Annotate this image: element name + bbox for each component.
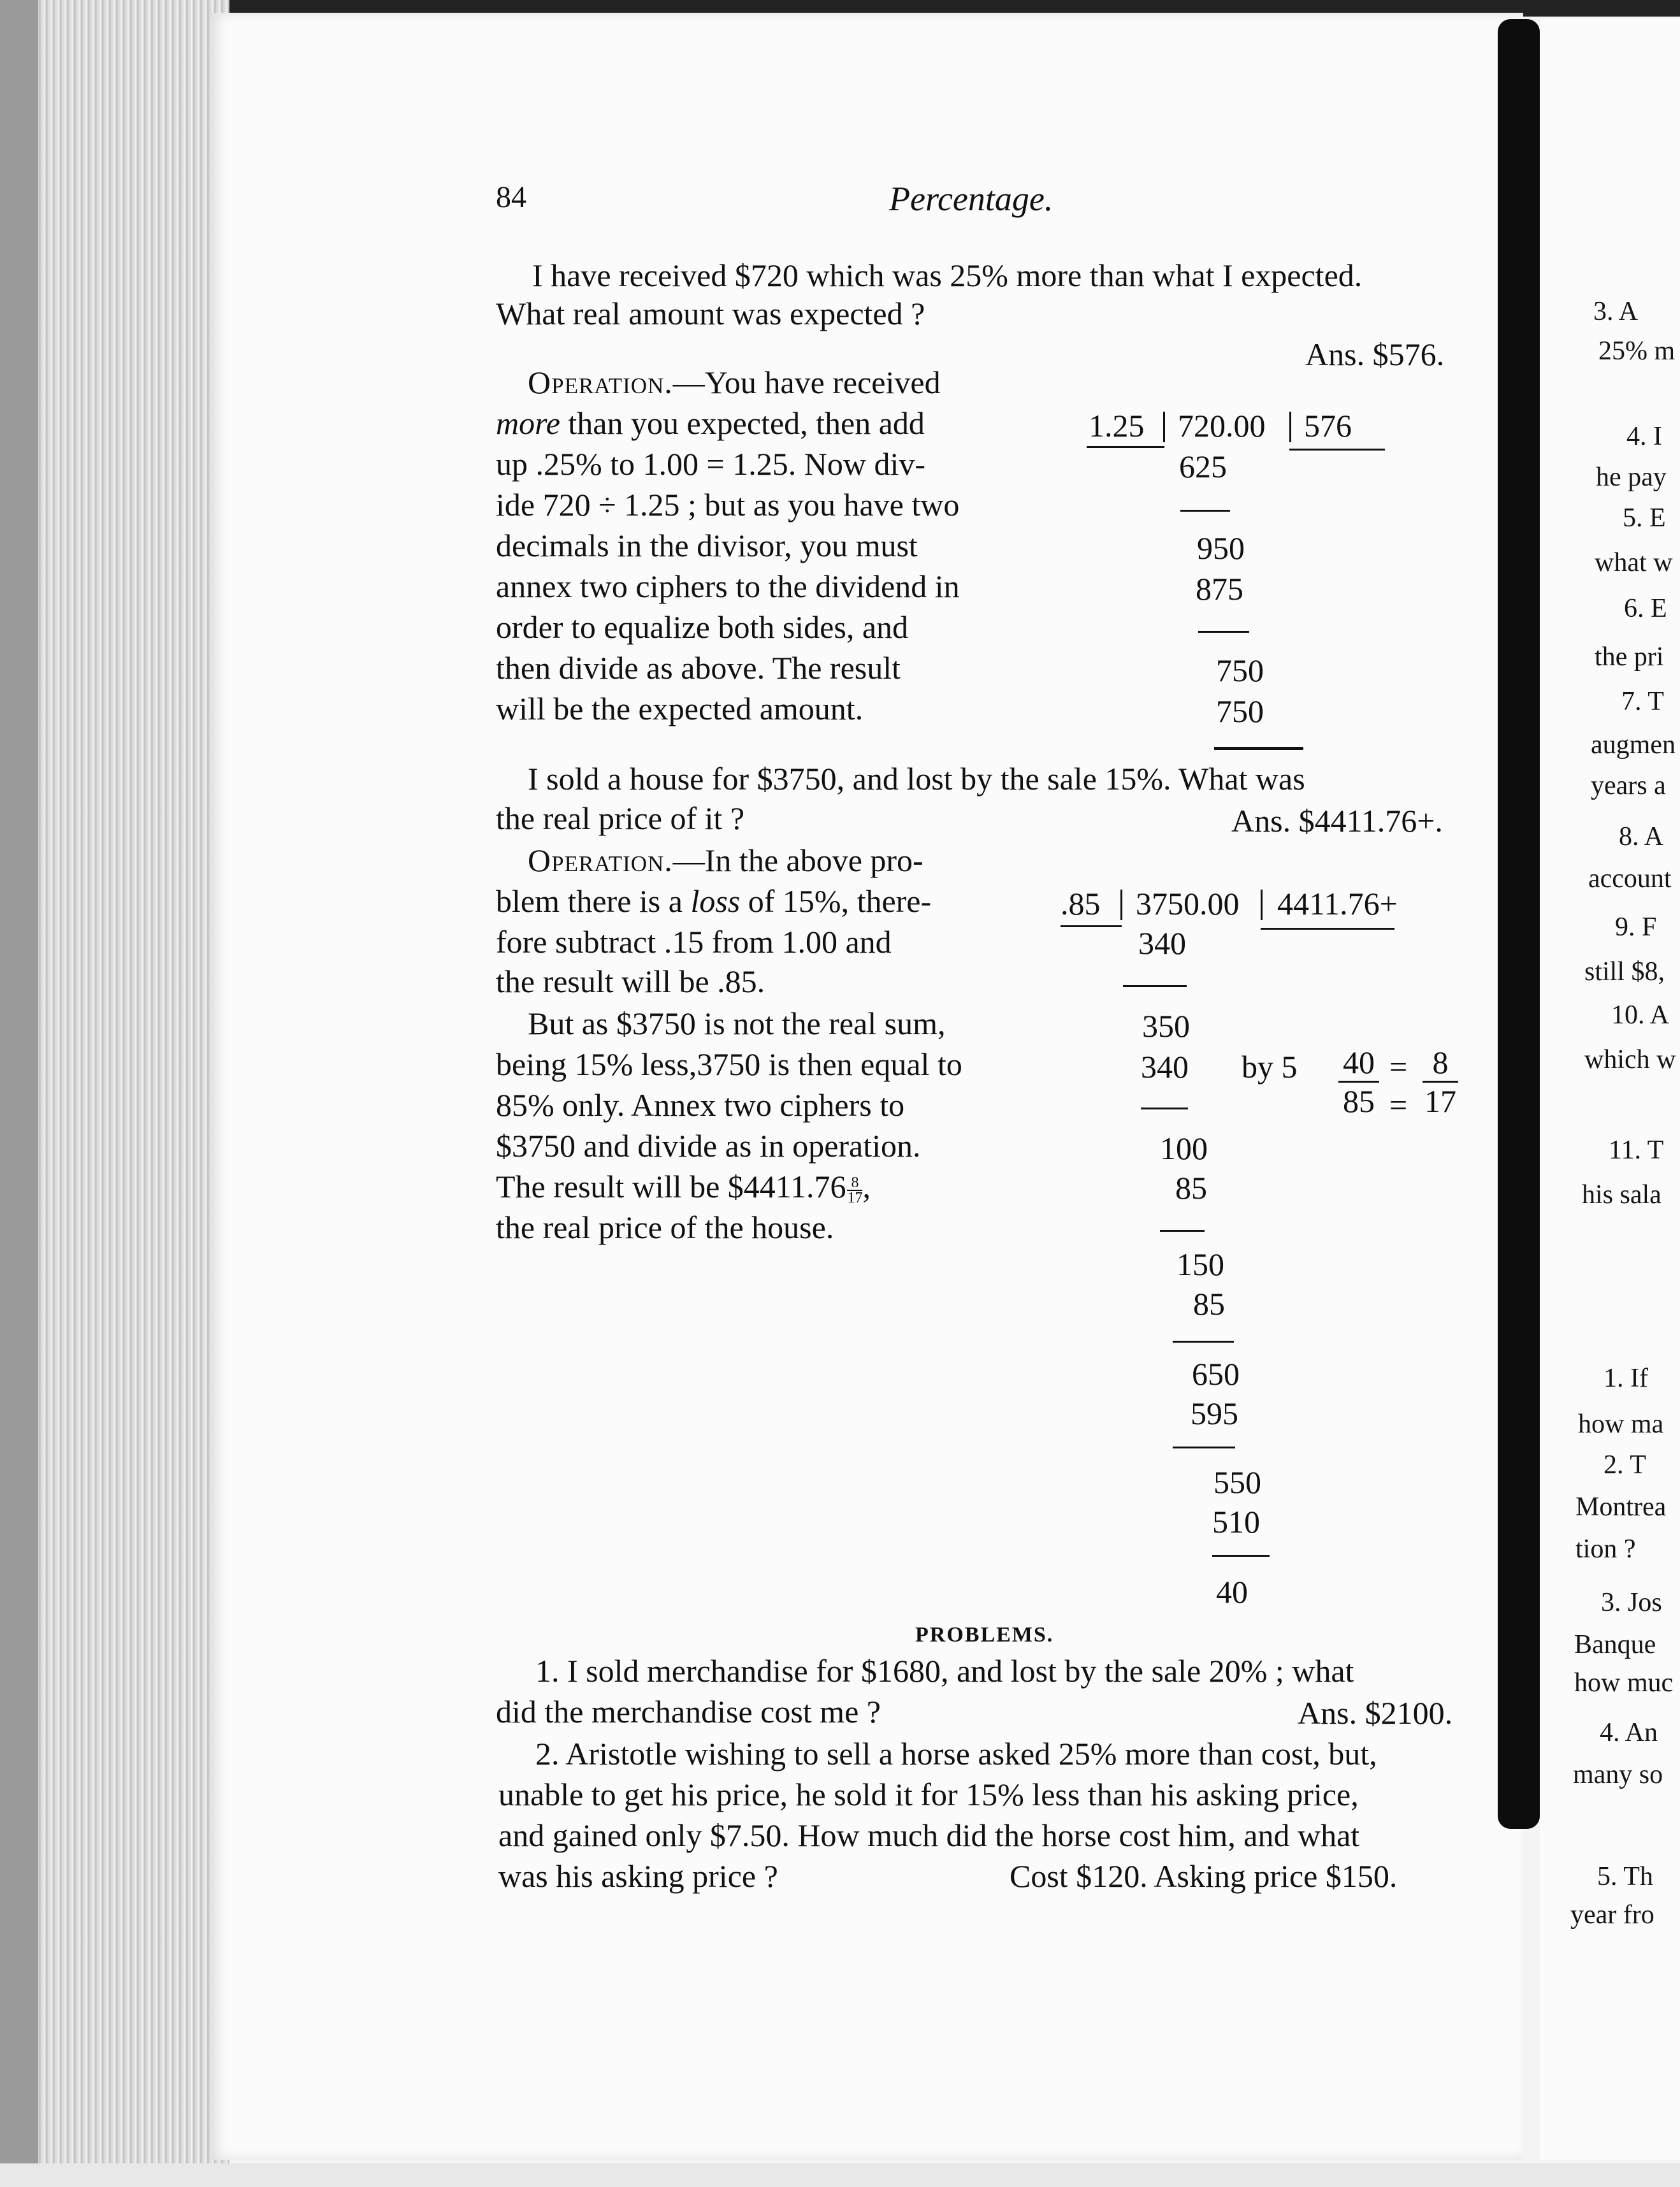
inline-fraction-denominator: 17	[847, 1189, 863, 1206]
fraction-a-numerator: 40	[1338, 1044, 1379, 1083]
example1-operation-line5: decimals in the divisor, you must	[496, 528, 918, 563]
division1-step: 625	[1179, 449, 1227, 484]
facing-line: 7. T	[1621, 687, 1664, 716]
facing-line: 4. An	[1600, 1718, 1658, 1747]
division1-step: 750	[1216, 693, 1264, 729]
example2-operation-text2a: blem there is a	[496, 883, 691, 919]
example1-operation-line8: then divide as above. The result	[496, 650, 901, 686]
fraction-equals-bottom: =	[1389, 1087, 1408, 1123]
example1-operation-text2: than you expected, then add	[560, 405, 925, 441]
facing-line: still $8,	[1584, 957, 1665, 986]
division2-divisor: .85	[1061, 886, 1101, 921]
example2-operation-text1: —In the above pro-	[672, 842, 923, 878]
example1-answer: Ans. $576.	[1305, 336, 1445, 372]
facing-line: 4. I	[1626, 422, 1662, 451]
division2-step: 100	[1160, 1130, 1208, 1166]
problem2-answer: Cost $120. Asking price $150.	[1010, 1858, 1398, 1894]
division2-step: 150	[1177, 1246, 1224, 1282]
facing-line: 5. E	[1623, 503, 1666, 533]
division2-reduce-label: by 5	[1242, 1049, 1298, 1085]
facing-line: which w	[1584, 1045, 1676, 1074]
facing-line: Banque	[1574, 1630, 1656, 1659]
division2-quotient: 4411.76+	[1277, 886, 1398, 921]
book-gutter	[1498, 19, 1540, 1829]
division1-bar-b	[1289, 412, 1291, 442]
division2-bar-a	[1120, 890, 1122, 920]
facing-page	[1540, 19, 1680, 2160]
example1-question-line2: What real amount was expected ?	[496, 296, 925, 331]
facing-line: 10. A	[1611, 1000, 1670, 1030]
example2-question-line2: the real price of it ?	[496, 800, 745, 836]
facing-line: 1. If	[1604, 1364, 1648, 1393]
example1-operation-text1: —You have received	[672, 364, 941, 400]
example1-operation-line4: ide 720 ÷ 1.25 ; but as you have two	[496, 487, 960, 523]
division1-quotient-rule	[1289, 449, 1385, 451]
division1-rule	[1180, 510, 1230, 512]
example2-operation-line4: the result will be .85.	[496, 964, 765, 999]
division1-step: 950	[1197, 530, 1245, 566]
example2-operation-line5: But as $3750 is not the real sum,	[528, 1006, 946, 1041]
division1-step: 875	[1196, 571, 1243, 607]
division2-step: 595	[1191, 1396, 1238, 1431]
division2-step: 510	[1212, 1504, 1260, 1540]
problem1-line1: 1. I sold merchandise for $1680, and lost by the sale 20% ; what	[535, 1653, 1354, 1689]
division2-step: 550	[1213, 1464, 1261, 1500]
division2-bar-b	[1261, 890, 1263, 920]
problem2-line3: and gained only $7.50. How much did the horse cost him, and what	[498, 1817, 1360, 1853]
example2-answer: Ans. $4411.76+.	[1231, 803, 1443, 839]
facing-line: year fro	[1570, 1900, 1655, 1930]
division2-dividend: 3750.00	[1136, 886, 1240, 921]
facing-line: many so	[1573, 1760, 1663, 1789]
facing-line: 2. T	[1604, 1450, 1646, 1480]
example1-operation-line6: annex two ciphers to the dividend in	[496, 568, 960, 604]
example2-operation-line8: $3750 and divide as in operation.	[496, 1128, 921, 1164]
division1-bar-a	[1163, 412, 1165, 442]
facing-line: 8. A	[1619, 822, 1664, 851]
example1-operation-line1	[528, 363, 941, 401]
facing-line: 6. E	[1624, 594, 1667, 623]
emphasis-more: more	[496, 405, 560, 441]
example2-operation-line7: 85% only. Annex two ciphers to	[496, 1087, 905, 1123]
division2-step: 85	[1175, 1170, 1207, 1206]
facing-line: years a	[1591, 771, 1666, 800]
division1-final-rule	[1214, 747, 1303, 750]
division2-fraction-a	[1338, 1044, 1379, 1120]
division2-fraction-b	[1423, 1044, 1458, 1120]
division1-step: 750	[1216, 653, 1264, 688]
scan-left-border	[0, 0, 38, 2187]
example1-operation-line3: up .25% to 1.00 = 1.25. Now div-	[496, 446, 925, 482]
example2-question-line1: I sold a house for $3750, and lost by the sale 15%. What was	[528, 761, 1305, 797]
example2-operation-line2	[496, 882, 931, 920]
example2-operation-line1	[528, 841, 923, 879]
fraction-b-numerator: 8	[1423, 1044, 1458, 1083]
problem2-line4: was his asking price ?	[498, 1858, 778, 1894]
facing-line: Montrea	[1575, 1492, 1667, 1522]
facing-line: 3. Jos	[1601, 1588, 1662, 1617]
example2-operation-text2b: of 15%, there-	[740, 883, 932, 919]
facing-line: account	[1588, 864, 1672, 893]
division1-quotient: 576	[1304, 408, 1352, 444]
facing-line: how ma	[1578, 1410, 1664, 1439]
facing-line: tion ?	[1575, 1534, 1636, 1564]
operation-label: Operation.	[528, 842, 673, 878]
division2-step: 350	[1142, 1008, 1190, 1044]
facing-line: 3. A	[1593, 297, 1639, 326]
problem2-line1: 2. Aristotle wishing to sell a horse asked 25% more than cost, but,	[535, 1736, 1377, 1772]
facing-line: augmen	[1591, 730, 1676, 760]
example1-operation-line7: order to equalize both sides, and	[496, 609, 909, 645]
facing-line: 5. Th	[1597, 1862, 1653, 1891]
facing-line: 25% m	[1598, 336, 1676, 366]
page-number: 84	[496, 180, 526, 214]
inline-fraction-numerator: 8	[847, 1176, 862, 1191]
example1-operation-line9: will be the expected amount.	[496, 691, 864, 726]
running-title: Percentage.	[889, 180, 1054, 218]
inline-fraction	[847, 1176, 862, 1205]
fraction-b-denominator: 17	[1424, 1083, 1456, 1119]
problem2-line2: unable to get his price, he sold it for 15% less than his asking price,	[498, 1777, 1359, 1812]
division2-rule	[1160, 1230, 1205, 1232]
scan-bottom-border	[0, 2163, 1680, 2187]
facing-line: his sala	[1582, 1180, 1662, 1209]
problem1-line2: did the merchandise cost me ?	[496, 1694, 881, 1729]
facing-line: how muc	[1574, 1668, 1674, 1698]
facing-line: he pay	[1596, 463, 1667, 492]
facing-line: 9. F	[1615, 913, 1657, 942]
problem1-answer: Ans. $2100.	[1298, 1695, 1453, 1731]
division2-rule	[1123, 985, 1187, 987]
division2-remainder: 40	[1216, 1574, 1248, 1610]
division2-rule	[1173, 1447, 1235, 1448]
example2-operation-line10: the real price of the house.	[496, 1209, 834, 1245]
facing-line: what w	[1595, 548, 1673, 577]
division1-divisor-rule	[1087, 446, 1164, 448]
division2-step: 650	[1192, 1356, 1240, 1392]
division2-rule	[1212, 1555, 1270, 1557]
facing-line: the pri	[1595, 642, 1664, 672]
example2-operation-line6: being 15% less,3750 is then equal to	[496, 1046, 962, 1082]
operation-label: Operation.	[528, 364, 673, 400]
example1-operation-line2	[496, 404, 925, 442]
division2-step: 340	[1138, 925, 1186, 961]
example2-operation-line9: The result will be $4411.76 $\frac{8}{17}$ ,	[496, 1169, 871, 1206]
division2-divisor-rule	[1061, 925, 1122, 927]
example2-operation-line3: fore subtract .15 from 1.00 and	[496, 924, 892, 960]
division1-dividend: 720.00	[1178, 408, 1266, 444]
division1-divisor: 1.25	[1089, 408, 1145, 444]
division2-step: 85	[1193, 1286, 1225, 1322]
fraction-a-denominator: 85	[1343, 1083, 1375, 1119]
facing-line: 11. T	[1609, 1136, 1664, 1165]
division1-rule	[1198, 631, 1249, 633]
example2-operation-text9: The result will be $4411.76	[496, 1169, 846, 1204]
problems-heading: PROBLEMS.	[915, 1623, 1054, 1647]
example1-question-line1: I have received $720 which was 25% more than what I expected.	[532, 257, 1363, 293]
division2-rule	[1173, 1341, 1234, 1343]
fraction-equals-top: =	[1389, 1049, 1408, 1085]
division2-quotient-rule	[1261, 928, 1394, 930]
emphasis-loss: loss	[690, 883, 741, 919]
division2-step: 340	[1141, 1049, 1189, 1085]
division2-rule	[1141, 1108, 1188, 1109]
